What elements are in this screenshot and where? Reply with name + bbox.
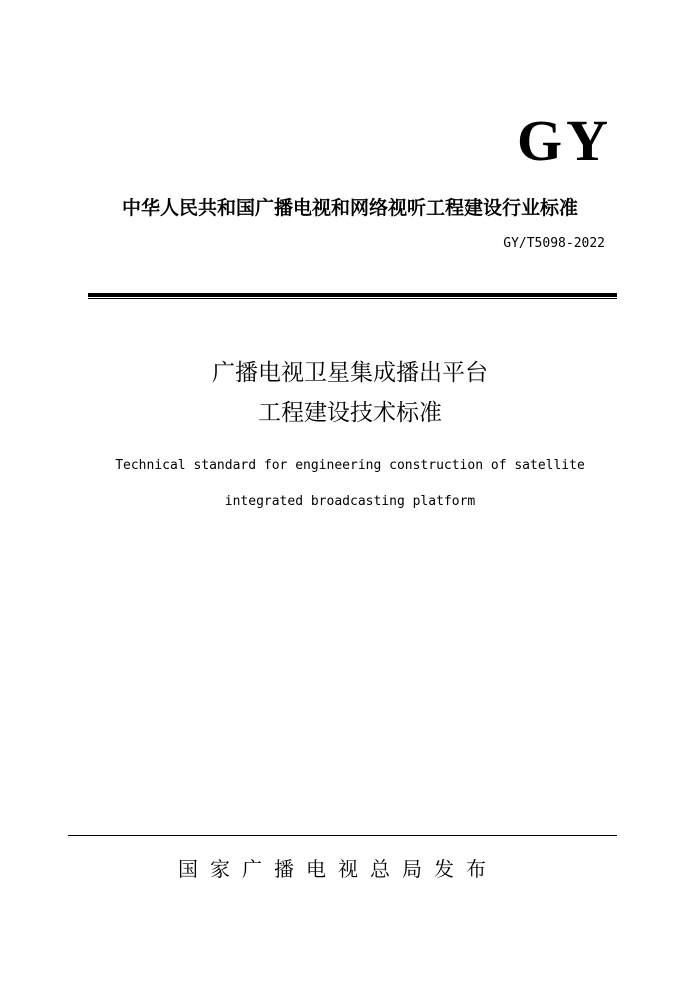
- standard-number: GY/T5098-2022: [503, 236, 605, 251]
- english-title-line1: Technical standard for engineering construction of satellite: [115, 458, 585, 473]
- document-title-line2: 工程建设技术标准: [258, 400, 442, 426]
- header-divider: [88, 293, 617, 299]
- english-title-line2: integrated broadcasting platform: [224, 494, 476, 509]
- document-title-line1: 广播电视卫星集成播出平台: [212, 360, 488, 386]
- gy-logo: GY: [517, 108, 612, 173]
- footer-divider: [68, 835, 617, 836]
- industry-standard-title: 中华人民共和国广播电视和网络视听工程建设行业标准: [121, 197, 578, 219]
- publisher: 国家广播电视总局发布: [178, 857, 498, 881]
